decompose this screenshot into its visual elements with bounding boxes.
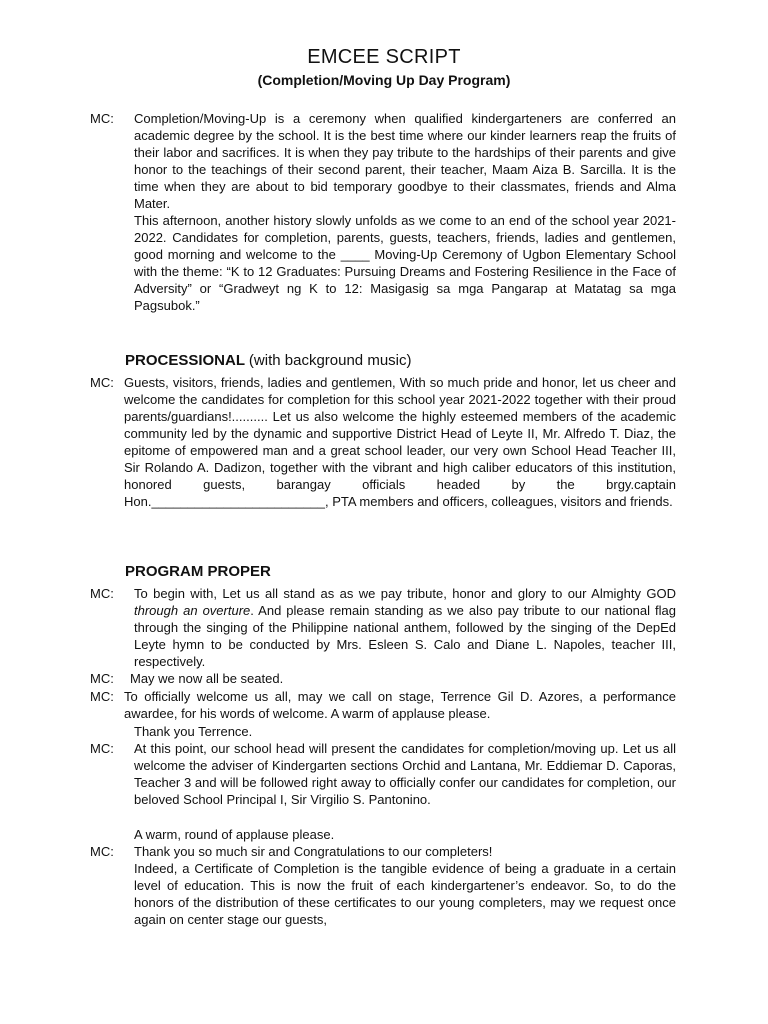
document-title: EMCEE SCRIPT <box>307 46 461 68</box>
mc-label: MC: <box>90 111 114 126</box>
mc-label: MC: <box>90 844 114 859</box>
program-proper-heading: PROGRAM PROPER <box>125 563 271 580</box>
program-step-5-more: Indeed, a Certificate of Completion is the tangible evidence of being a graduate in a certain level of education. This is now the fruit of each kindergartener’s endeavor. So, to do the honors of the distribution of these certificates to our young completers, may we request once again on center stage our guests, <box>134 861 676 927</box>
processional-paragraph: Guests, visitors, friends, ladies and gentlemen, With so much pride and honor, let us cheer and welcome the candidates for completion for this school year 2021-2022 together with their proud parents/guardians!.......... Let us also welcome the highly esteemed members of the academic community led by the dynamic and supportive District Head of Leyte II, Mr. Alfredo T. Diaz, the epitome of empowered man and a great school leader, our very own School Head Teacher III, Sir Rolando A. Dadizon, together with the vibrant and high caliber educators of this institution, honored guests, barangay officials headed by the brgy.captain Hon.________________________, PTA members and officers, colleagues, visitors and friends. <box>124 375 676 509</box>
mc-label: MC: <box>90 741 114 756</box>
program-step-1 <box>134 585 676 670</box>
processional-heading <box>125 352 411 369</box>
program-step-3: To officially welcome us all, may we call on stage, Terrence Gil D. Azores, a performance awardee, for his words of welcome. A warm of applause please. <box>124 689 676 721</box>
processional-heading-note: (with background music) <box>248 352 412 369</box>
document-subtitle: (Completion/Moving Up Day Program) <box>257 72 511 88</box>
program-step-5: Thank you so much sir and Congratulations to our completers! <box>134 844 493 859</box>
intro-paragraph-1: Completion/Moving-Up is a ceremony when qualified kindergarteners are conferred an academic degree by the school. It is the best time where our kinder learners reap the fruits of their labor and sacrifices. It is when they pay tribute to the hardships of their parents and give honor to the teachings of their second parent, their teacher, Maam Aiza B. Sarcilla. It is the time when they are about to bid temporary goodbye to their classmates, friends and Alma Mater. <box>134 111 676 211</box>
program-step-4-applause: A warm, round of applause please. <box>134 827 335 842</box>
intro-paragraph-2: This afternoon, another history slowly unfolds as we come to an end of the school year 2021-2022. Candidates for completion, parents, guests, teachers, friends, ladies and gentlemen, good morning and welcome to the ____ Moving-Up Ceremony of Ugbon Elementary School with the theme: “K to 12 Graduates: Pursuing Dreams and Fostering Resilience in the Face of Adversity” or “Gradweyt ng K to 12: Masigasig sa mga Pangarap at Matatag sa mga Pagsubok.” <box>134 213 676 313</box>
mc-label: MC: <box>90 375 114 390</box>
program-step-4: At this point, our school head will present the candidates for completion/moving up. Let us all welcome the adviser of Kindergarten sections Orchid and Lantana, Mr. Eddiemar D. Caporas, Teacher 3 and will be followed right away to officially confer our candidates for completion, our beloved School Principal I, Sir Virgilio S. Pantonino. <box>134 741 676 807</box>
mc-label: MC: <box>90 671 114 686</box>
program-step-2: May we now all be seated. <box>130 671 284 686</box>
program-step-1-emphasis: through an overture <box>134 603 251 618</box>
processional-heading-text: PROCESSIONAL <box>125 352 245 369</box>
program-step-1-text-a: To begin with, Let us all stand as as we pay tribute, honor and glory to our Almighty GOD <box>134 586 676 601</box>
mc-label: MC: <box>90 689 114 704</box>
program-step-3-thanks: Thank you Terrence. <box>134 724 253 739</box>
mc-label: MC: <box>90 586 114 601</box>
program-step-1-text-b: . And please remain standing as we also pay tribute to our national flag through the singing of the Philippine national anthem, followed by the singing of the DepEd Leyte hymn to be conducted by Mrs. Esleen S. Calo and Diane L. Napoles, teacher III, respectively. <box>134 603 677 669</box>
